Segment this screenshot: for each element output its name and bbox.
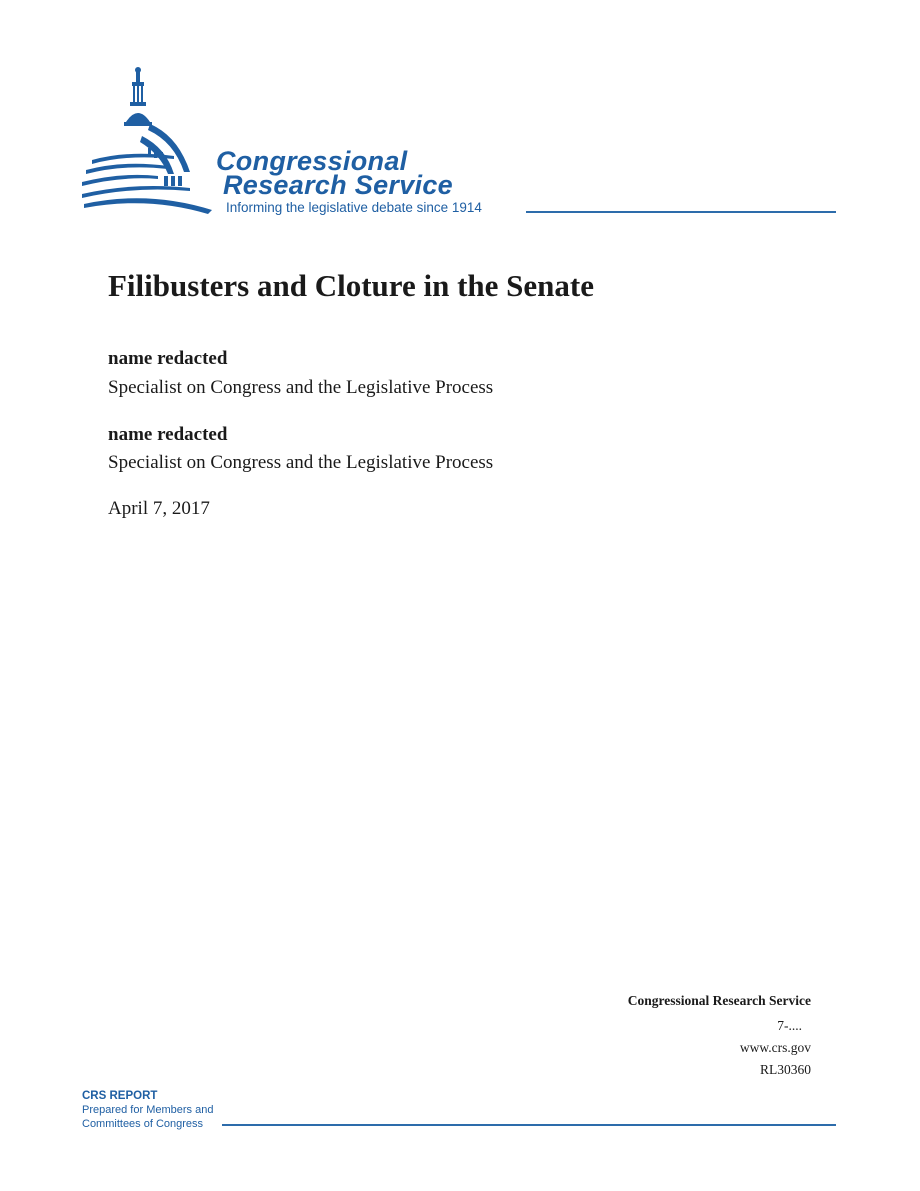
footer-line2: Committees of Congress [82, 1118, 204, 1130]
publisher-phone: 7-.... [777, 1018, 802, 1033]
crs-report-footer [82, 1089, 213, 1131]
logo-tagline: Informing the legislative debate since 1914 [226, 200, 482, 215]
author-name: name redacted [108, 348, 228, 369]
footer-line1: Prepared for Members and [82, 1104, 214, 1116]
logo-title-line2: Research Service [223, 170, 453, 200]
author-role: Specialist on Congress and the Legislative Process [108, 377, 494, 398]
publisher-name: Congressional Research Service [627, 993, 811, 1008]
footer-label: CRS REPORT [82, 1090, 158, 1102]
report-title: Filibusters and Cloture in the Senate [108, 268, 594, 303]
author-name: name redacted [108, 424, 228, 445]
logo-title-line1: Congressional [216, 146, 408, 176]
author-role: Specialist on Congress and the Legislative Process [108, 452, 494, 473]
report-number: RL30360 [759, 1062, 811, 1077]
footer-divider [222, 1124, 836, 1126]
logo-divider [526, 211, 836, 213]
crs-logo [78, 64, 838, 224]
publisher-website[interactable]: www.crs.gov [739, 1040, 811, 1055]
capitol-dome-icon [78, 64, 218, 219]
report-date: April 7, 2017 [108, 498, 210, 519]
